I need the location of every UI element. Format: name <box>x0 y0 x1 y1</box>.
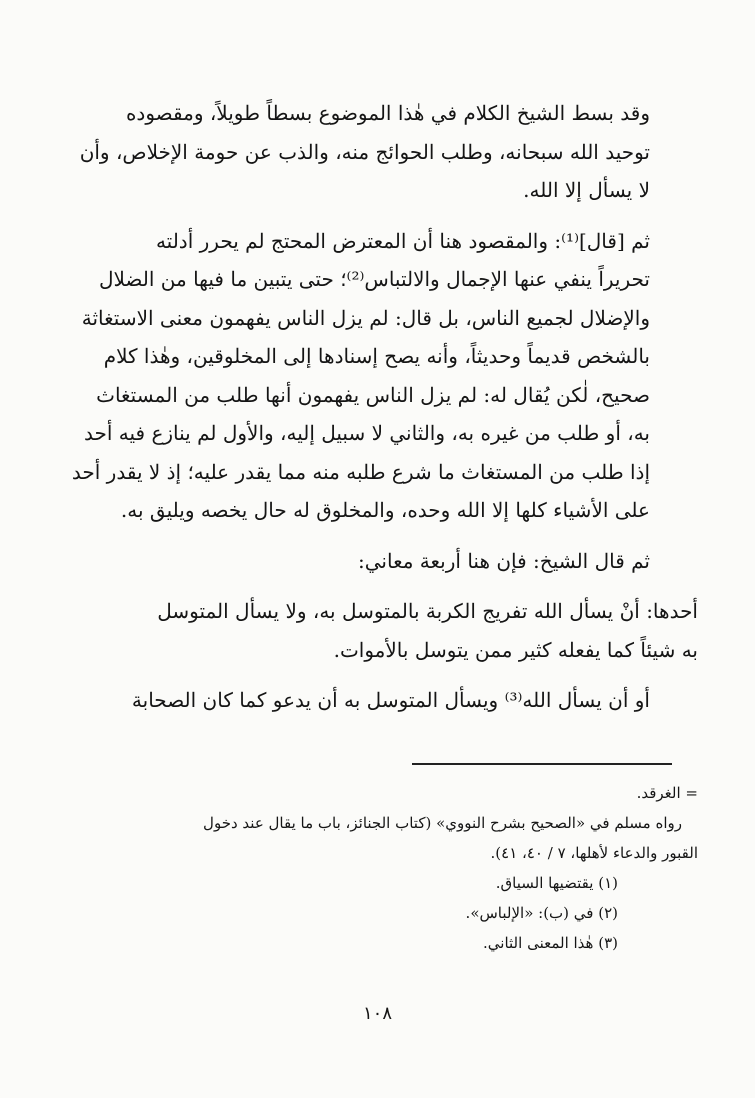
text-line: وقد بسط الشيخ الكلام في هٰذا الموضوع بسطاً طويلاً، ومقصوده <box>125 101 650 125</box>
footnote-1: (١) يقتضيها السياق. <box>495 874 618 892</box>
main-text <box>68 94 698 720</box>
text-line: لا يسأل إلا الله. <box>523 178 650 202</box>
paragraph <box>68 592 698 669</box>
text-line: به، أو طلب من غيره به، والثاني لا سبيل إليه، والأول لم ينازع فيه أحد <box>84 421 650 445</box>
text-line: ثم [قال]⁽¹⁾: والمقصود هنا أن المعترض المحتج لم يحرر أدلته <box>155 228 650 253</box>
text-line: تحريراً ينفي عنها الإجمال والالتباس⁽²⁾؛ حتى يتبين ما فيها من الضلال <box>98 267 650 291</box>
text-line: توحيد الله سبحانه، وطلب الحوائج منه، والذب عن حومة الإخلاص، وأن <box>79 139 650 164</box>
text-line: صحيح، لٰكن يُقال له: لم يزل الناس يفهمون أنها طلب من المستغاث <box>96 382 650 407</box>
paragraph <box>68 222 698 530</box>
text-line: أو أن يسأل الله⁽³⁾ ويسأل المتوسل به أن يدعو كما كان الصحابة <box>131 688 650 712</box>
footnote-separator <box>412 763 672 765</box>
paragraph <box>68 94 698 210</box>
paragraph <box>68 681 698 720</box>
text-line: بالشخص قديماً وحديثاً، وأنه يصح إسنادها إلى المخلوقين، وهٰذا كلام <box>103 344 650 368</box>
text-line: والإضلال لجميع الناس، بل قال: لم يزل الناس يفهمون معنى الاستغاثة <box>81 305 650 330</box>
page-number: ١٠٨ <box>362 1003 392 1024</box>
footnotes <box>68 778 698 958</box>
text-line: إذا طلب من المستغاث ما شرع طلبه منه مما يقدر عليه؛ إذ لا يقدر أحد <box>71 459 650 484</box>
text-line: على الأشياء كلها إلا الله وحده، والمخلوق له حال يخصه ويليق به. <box>120 498 650 522</box>
text-line: ثم قال الشيخ: فإن هنا أربعة معاني: <box>358 548 650 573</box>
paragraph <box>68 542 698 581</box>
text-line: أحدها: أنْ يسأل الله تفريج الكربة بالمتوسل به، ولا يسأل المتوسل <box>157 599 698 623</box>
text-line: به شيئاً كما يفعله كثير ممن يتوسل بالأموات. <box>333 637 698 662</box>
footnote-continuation: = الغرقد. <box>636 784 698 802</box>
footnote-source-line: القبور والدعاء لأهلها، ٧ / ٤٠، ٤١). <box>490 844 698 862</box>
footnote-2: (٢) في (ب): «الإلباس». <box>465 904 618 922</box>
footnote-3: (٣) هٰذا المعنى الثاني. <box>483 934 618 952</box>
footnote-source-line: رواه مسلم في «الصحيح بشرح النووي» (كتاب الجنائز، باب ما يقال عند دخول <box>203 814 682 832</box>
